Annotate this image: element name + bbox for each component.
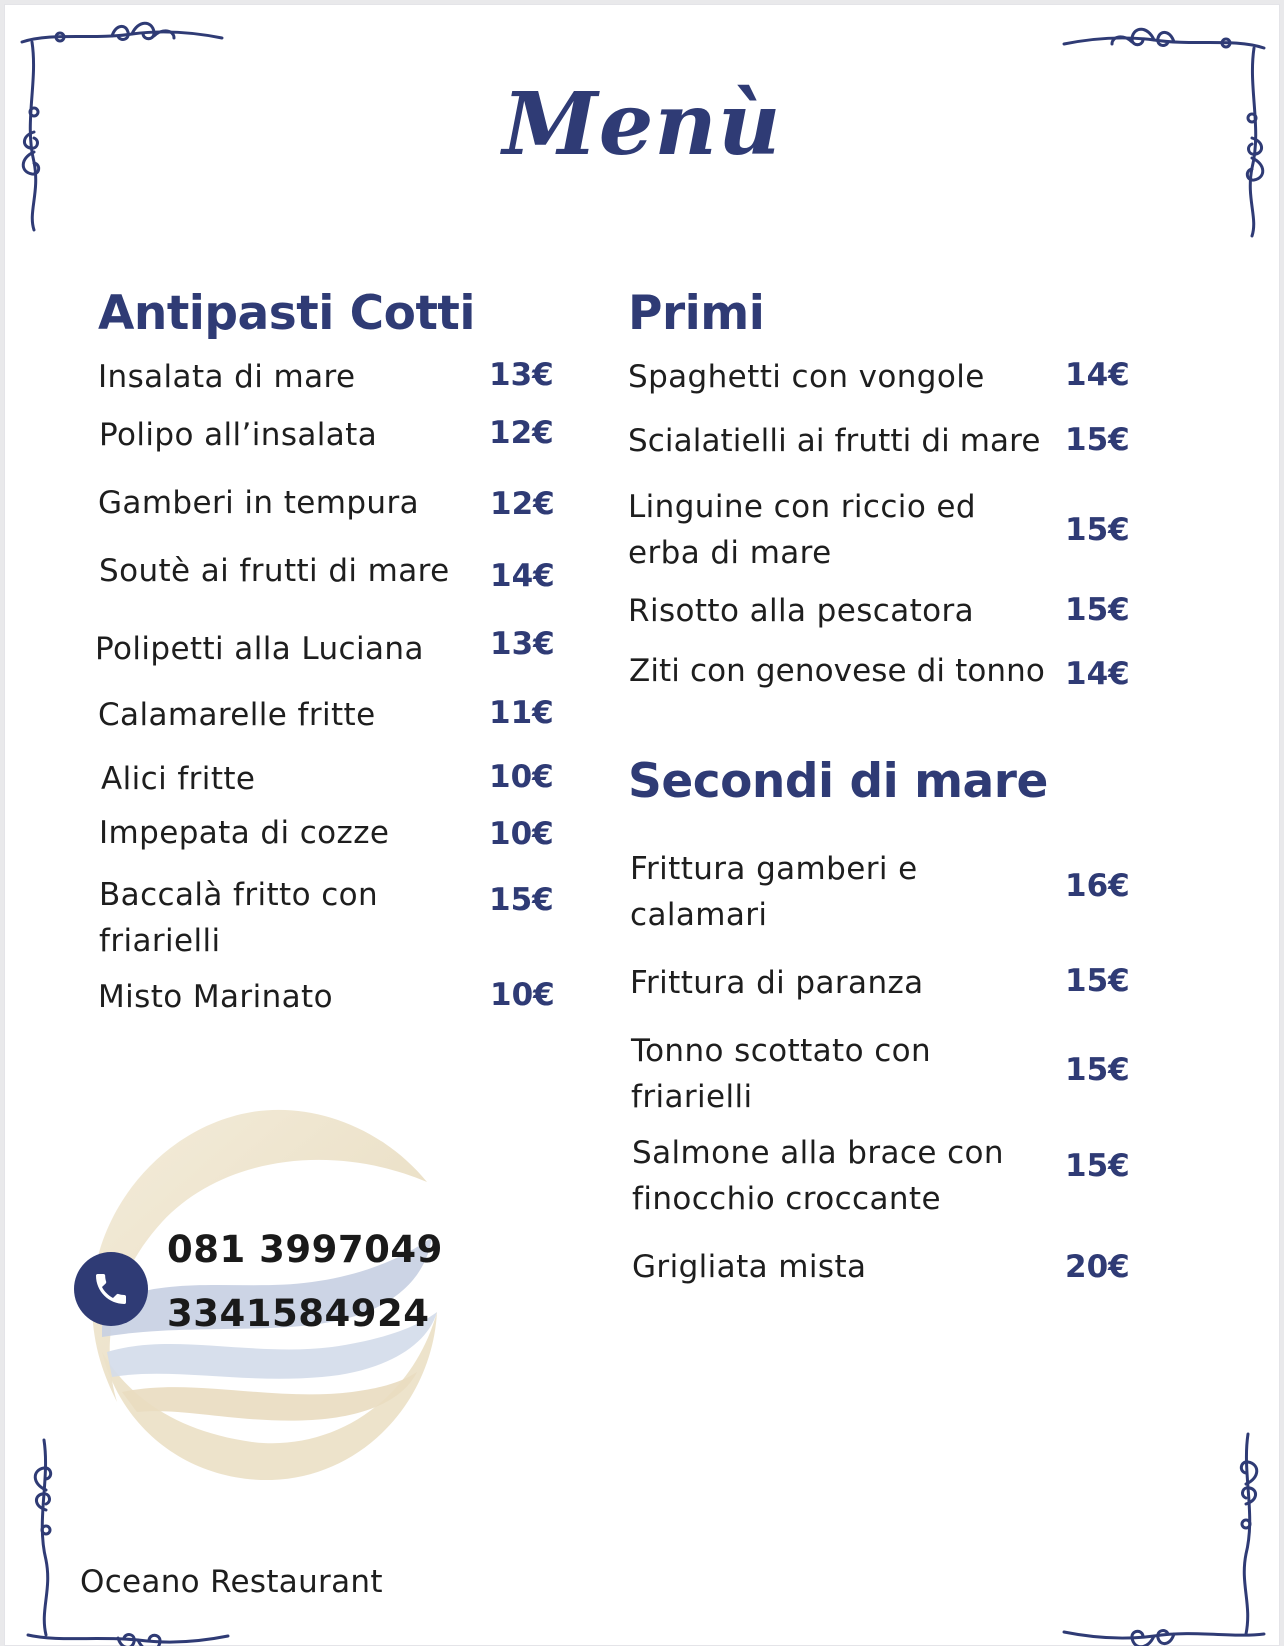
- item-name: Soutè ai frutti di mare: [99, 553, 450, 589]
- item-name-line2: friarielli: [631, 1079, 753, 1115]
- phone-number-1[interactable]: 081 3997049: [167, 1228, 443, 1271]
- section-heading-secondi: Secondi di mare: [628, 754, 1048, 809]
- item-name: Gamberi in tempura: [98, 485, 419, 521]
- item-name: Impepata di cozze: [99, 815, 390, 851]
- item-price: 12€: [489, 415, 554, 451]
- item-name: Alici fritte: [101, 761, 256, 797]
- phone-icon: [74, 1252, 148, 1326]
- item-name: Linguine con riccio ed: [628, 489, 976, 525]
- item-name: Grigliata mista: [632, 1249, 867, 1285]
- item-name-line2: erba di mare: [628, 535, 832, 571]
- item-name: Salmone alla brace con: [632, 1135, 1004, 1171]
- item-name: Calamarelle fritte: [98, 697, 376, 733]
- item-name-line2: calamari: [630, 897, 768, 933]
- corner-ornament-bottom-right-icon: [1054, 1424, 1274, 1646]
- phone-number-2[interactable]: 3341584924: [167, 1292, 430, 1335]
- item-price: 15€: [1065, 1052, 1130, 1088]
- item-price: 20€: [1065, 1249, 1130, 1285]
- menu-page: [4, 4, 1280, 1646]
- item-price: 14€: [1065, 656, 1130, 692]
- item-price: 12€: [490, 486, 555, 522]
- item-name: Baccalà fritto con: [99, 877, 379, 913]
- item-name-line2: finocchio croccante: [632, 1181, 941, 1217]
- item-name: Polipetti alla Luciana: [95, 631, 424, 667]
- item-price: 15€: [1065, 422, 1130, 458]
- item-price: 15€: [1065, 1148, 1130, 1184]
- item-name: Tonno scottato con: [631, 1033, 932, 1069]
- item-name: Risotto alla pescatora: [628, 593, 975, 629]
- item-price: 13€: [490, 626, 555, 662]
- item-name: Frittura gamberi e: [630, 851, 918, 887]
- item-price: 15€: [1065, 512, 1130, 548]
- item-name: Scialatielli ai frutti di mare: [628, 423, 1041, 459]
- item-price: 15€: [1065, 963, 1130, 999]
- item-price: 10€: [490, 977, 555, 1013]
- item-price: 11€: [489, 695, 554, 731]
- item-name: Frittura di paranza: [630, 965, 924, 1001]
- item-name: Insalata di mare: [98, 359, 356, 395]
- item-name: Spaghetti con vongole: [628, 359, 985, 395]
- item-name: Polipo all’insalata: [99, 417, 378, 453]
- item-price: 10€: [489, 759, 554, 795]
- item-name: Ziti con genovese di tonno: [629, 653, 1045, 689]
- item-price: 14€: [1065, 357, 1130, 393]
- restaurant-name: Oceano Restaurant: [80, 1564, 383, 1600]
- item-price: 14€: [490, 558, 555, 594]
- item-price: 16€: [1065, 868, 1130, 904]
- item-price: 15€: [489, 882, 554, 918]
- item-price: 13€: [489, 357, 554, 393]
- item-price: 15€: [1065, 592, 1130, 628]
- section-heading-antipasti: Antipasti Cotti: [98, 286, 476, 341]
- item-name-line2: friarielli: [99, 923, 221, 959]
- menu-title: Menù: [502, 74, 782, 175]
- item-price: 10€: [489, 816, 554, 852]
- item-name: Misto Marinato: [98, 979, 333, 1015]
- section-heading-primi: Primi: [628, 286, 765, 341]
